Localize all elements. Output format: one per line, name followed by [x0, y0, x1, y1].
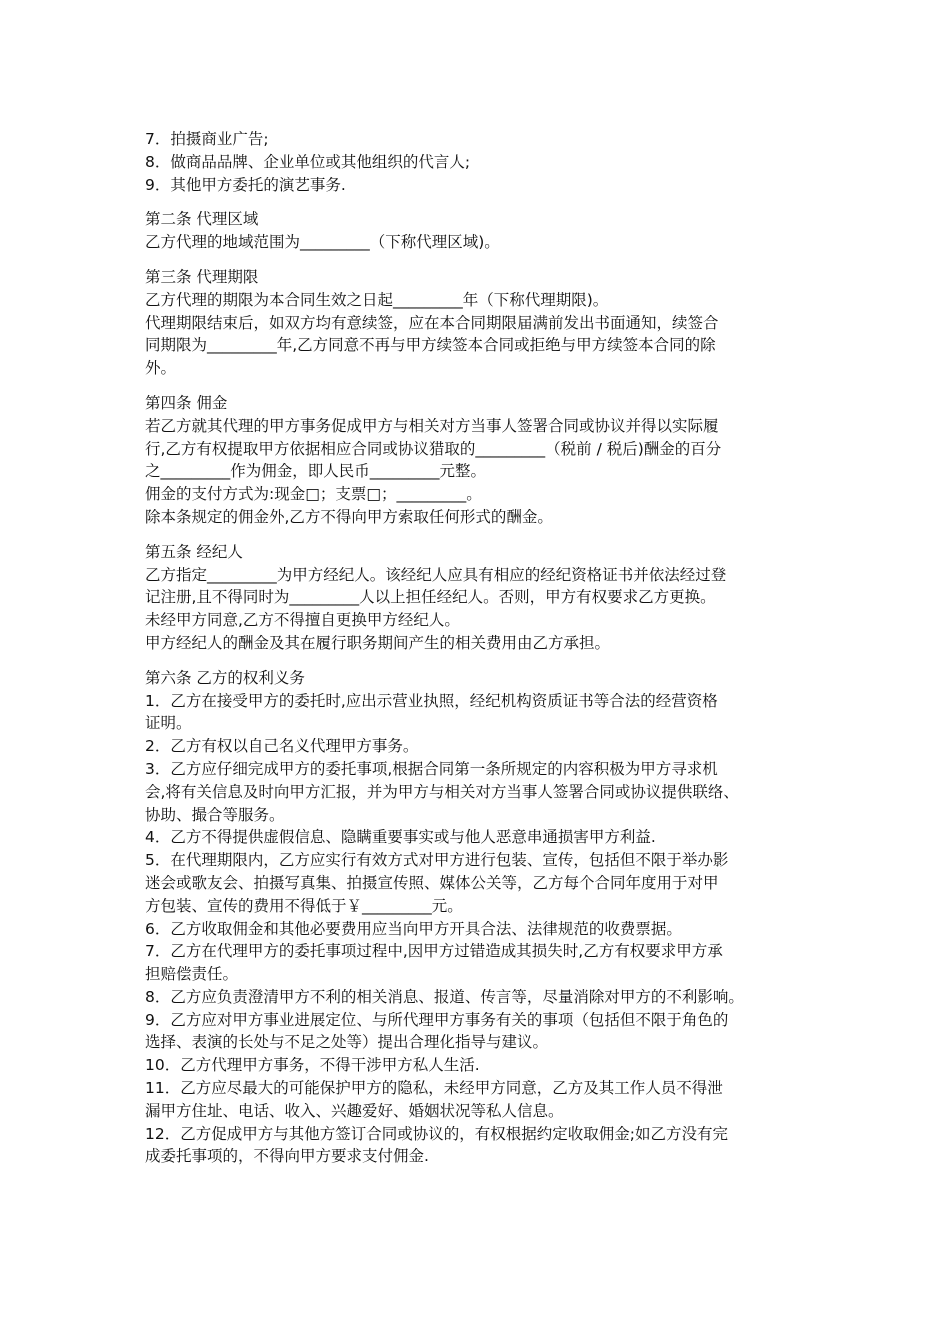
- paragraph-line: 若乙方就其代理的甲方事务促成甲方与相关对方当事人签署合同或协议并得以实际履: [145, 416, 719, 435]
- section-list-items: [145, 128, 825, 196]
- paragraph-line: 迷会或歌友会、拍摄写真集、拍摄宣传照、媒体公关等，乙方每个合同年度用于对甲: [145, 873, 719, 892]
- paragraph-line: 代理期限结束后，如双方均有意续签，应在本合同期限届满前发出书面通知，续签合: [145, 313, 719, 332]
- paragraph-line: 选择、表演的长处与不足之处等）提出合理化指导与建议。: [145, 1033, 549, 1052]
- section-article-5: [145, 541, 825, 655]
- list-item: 7．拍摄商业广告;: [145, 130, 269, 148]
- paragraph-line: 记注册,且不得同时为_________人以上担任经纪人。否则，甲方有权要求乙方更换。: [145, 588, 716, 607]
- paragraph-line: 甲方经纪人的酬金及其在履行职务期间产生的相关费用由乙方承担。: [145, 633, 611, 652]
- list-item: 8．做商品品牌、企业单位或其他组织的代言人;: [145, 152, 471, 171]
- section-article-3: [145, 266, 825, 380]
- paragraph-line: 5．在代理期限内，乙方应实行有效方式对甲方进行包装、宣传，包括但不限于举办影: [145, 851, 729, 870]
- paragraph-line: 成委托事项的，不得向甲方要求支付佣金.: [145, 1147, 429, 1166]
- paragraph-line: 漏甲方住址、电话、收入、兴趣爱好、婚姻状况等私人信息。: [145, 1101, 564, 1120]
- paragraph-line: 协助、撮合等服务。: [145, 805, 285, 824]
- paragraph-line: 10．乙方代理甲方事务，不得干涉甲方私人生活.: [145, 1056, 480, 1075]
- document-page: [145, 128, 825, 1168]
- list-item: 9．其他甲方委托的演艺事务.: [145, 175, 346, 194]
- paragraph-line: 3．乙方应仔细完成甲方的委托事项,根据合同第一条所规定的内容积极为甲方寻求机: [145, 759, 718, 778]
- article-heading: 第六条 乙方的权利义务: [145, 668, 305, 687]
- paragraph-line: 8．乙方应负责澄清甲方不利的相关消息、报道、传言等，尽量消除对甲方的不利影响。: [145, 987, 744, 1006]
- paragraph-line: 未经甲方同意,乙方不得擅自更换甲方经纪人。: [145, 611, 460, 630]
- article-heading: 第五条 经纪人: [145, 542, 243, 561]
- paragraph-line: 12．乙方促成甲方与其他方签订合同或协议的，有权根据约定收取佣金;如乙方没有完: [145, 1124, 728, 1143]
- paragraph-line: 之_________作为佣金，即人民币_________元整。: [145, 462, 487, 481]
- paragraph-line: 会,将有关信息及时向甲方汇报，并为甲方与相关对方当事人签署合同或协议提供联络、: [145, 782, 739, 801]
- paragraph-line: 同期限为_________年,乙方同意不再与甲方续签本合同或拒绝与甲方续签本合同的除: [145, 336, 716, 355]
- paragraph-line: 乙方代理的地域范围为_________（下称代理区域)。: [145, 233, 500, 252]
- paragraph-line: 外。: [145, 359, 177, 378]
- paragraph-line: 担赔偿责任。: [145, 965, 239, 984]
- paragraph-line: 11．乙方应尽最大的可能保护甲方的隐私，未经甲方同意，乙方及其工作人员不得泄: [145, 1079, 723, 1098]
- paragraph-line: 乙方代理的期限为本合同生效之日起_________年（下称代理期限)。: [145, 290, 609, 309]
- section-article-6: [145, 667, 825, 1169]
- article-heading: 第四条 佣金: [145, 393, 228, 412]
- article-heading: 第三条 代理期限: [145, 267, 259, 286]
- paragraph-line: 佣金的支付方式为:现金□；支票□；_________。: [145, 485, 482, 504]
- article-heading: 第二条 代理区域: [145, 210, 259, 229]
- paragraph-line: 9．乙方应对甲方事业进展定位、与所代理甲方事务有关的事项（包括但不限于角色的: [145, 1010, 729, 1029]
- paragraph-line: 7．乙方在代理甲方的委托事项过程中,因甲方过错造成其损失时,乙方有权要求甲方承: [145, 942, 723, 961]
- section-article-2: [145, 208, 825, 254]
- section-article-4: [145, 392, 825, 529]
- paragraph-line: 1．乙方在接受甲方的委托时,应出示营业执照，经纪机构资质证书等合法的经营资格: [145, 691, 718, 710]
- paragraph-line: 乙方指定_________为甲方经纪人。该经纪人应具有相应的经纪资格证书并依法经过登: [145, 565, 727, 584]
- paragraph-line: 证明。: [145, 714, 192, 733]
- paragraph-line: 2．乙方有权以自己名义代理甲方事务。: [145, 737, 419, 756]
- paragraph-line: 行,乙方有权提取甲方依据相应合同或协议猎取的_________（税前 / 税后)酬金的百分: [145, 439, 722, 458]
- paragraph-line: 方包装、宣传的费用不得低于￥_________元。: [145, 896, 463, 915]
- paragraph-line: 6．乙方收取佣金和其他必要费用应当向甲方开具合法、法律规范的收费票据。: [145, 919, 682, 938]
- paragraph-line: 4．乙方不得提供虚假信息、隐瞒重要事实或与他人恶意串通损害甲方利益.: [145, 828, 656, 847]
- paragraph-line: 除本条规定的佣金外,乙方不得向甲方索取任何形式的酬金。: [145, 507, 553, 526]
